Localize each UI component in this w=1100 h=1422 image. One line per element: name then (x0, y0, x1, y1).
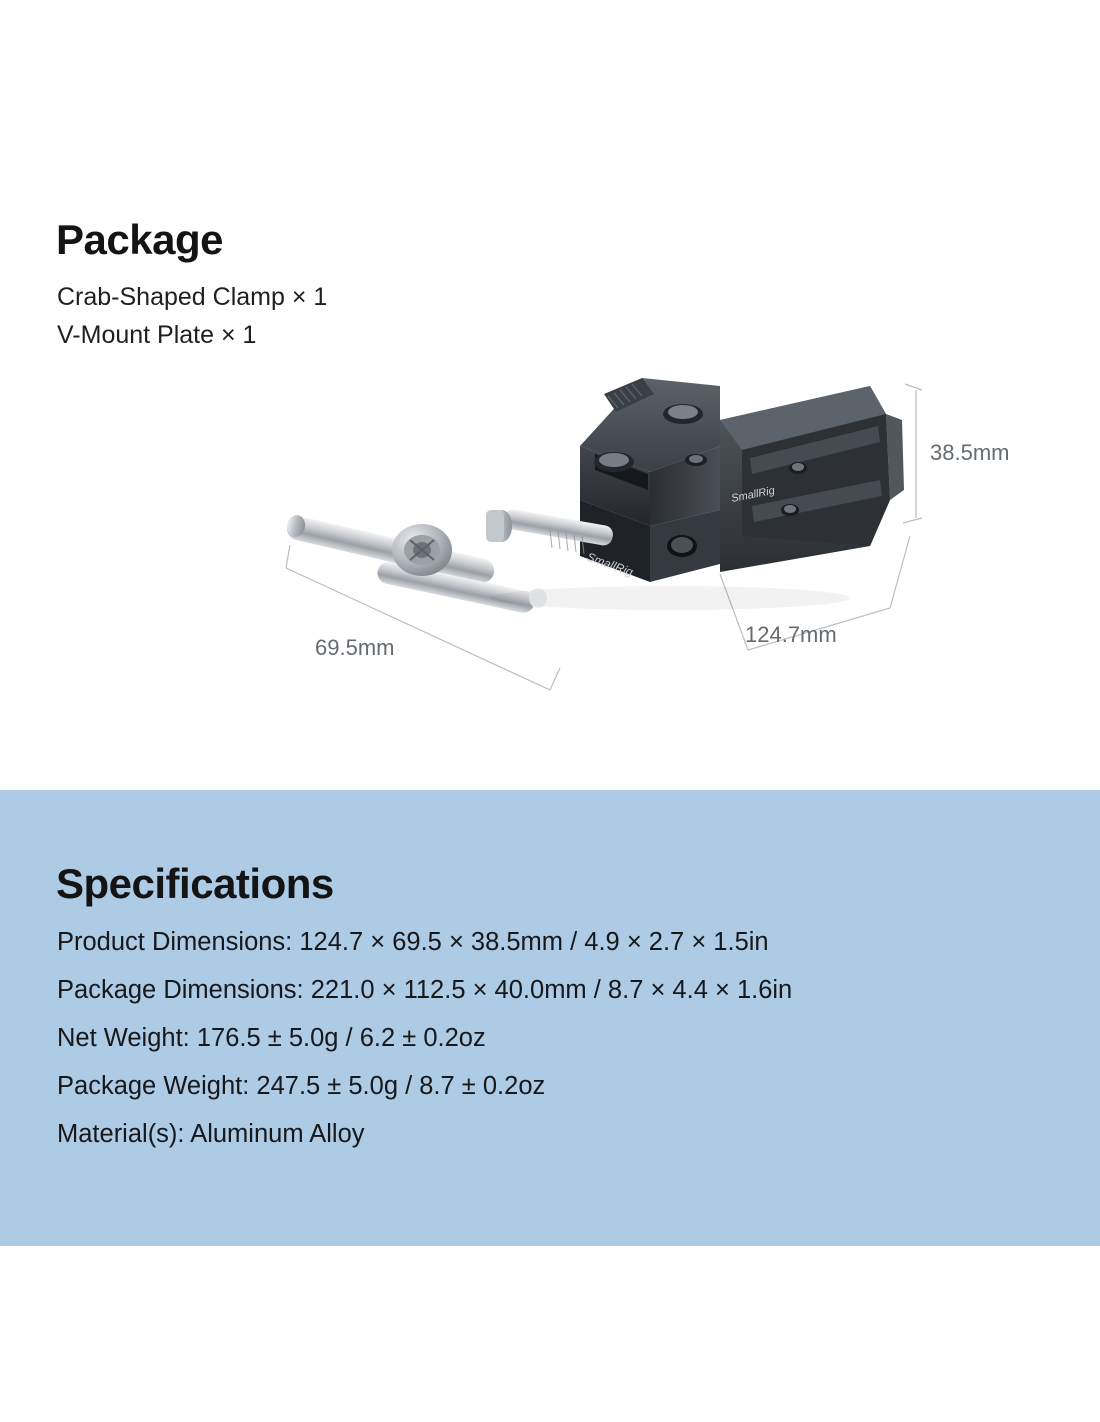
spec-item-net-weight: Net Weight: 176.5 ± 5.0g / 6.2 ± 0.2oz (57, 1024, 486, 1052)
specifications-section (0, 790, 1100, 1246)
package-contents-list (57, 278, 327, 354)
dimension-depth-label: 69.5mm (315, 635, 395, 660)
spec-item-materials: Material(s): Aluminum Alloy (57, 1120, 365, 1148)
spec-item-package-dimensions: Package Dimensions: 221.0 × 112.5 × 40.0mm / 8.7 × 4.4 × 1.6in (57, 976, 793, 1004)
crab-clamp-body (580, 378, 720, 582)
dimension-width-label: 124.7mm (745, 622, 837, 647)
spec-item-package-weight: Package Weight: 247.5 ± 5.0g / 8.7 ± 0.2oz (57, 1072, 546, 1100)
specifications-list (57, 918, 792, 1158)
bottom-spacer (0, 1246, 1100, 1422)
spec-item-product-dimensions: Product Dimensions: 124.7 × 69.5 × 38.5mm / 4.9 × 2.7 × 1.5in (57, 928, 769, 956)
product-dimension-figure (250, 350, 1070, 730)
brand-mark-body: SmallRig (584, 549, 635, 580)
brand-mark-plate: SmallRig (730, 484, 776, 505)
dimension-height-label: 38.5mm (930, 440, 1010, 465)
package-list-item: V-Mount Plate × 1 (57, 321, 257, 349)
package-list-item: Crab-Shaped Clamp × 1 (57, 283, 328, 311)
specifications-heading: Specifications (56, 860, 334, 908)
package-heading: Package (56, 216, 223, 264)
product-illustration (250, 350, 1070, 730)
v-mount-plate (720, 386, 904, 572)
